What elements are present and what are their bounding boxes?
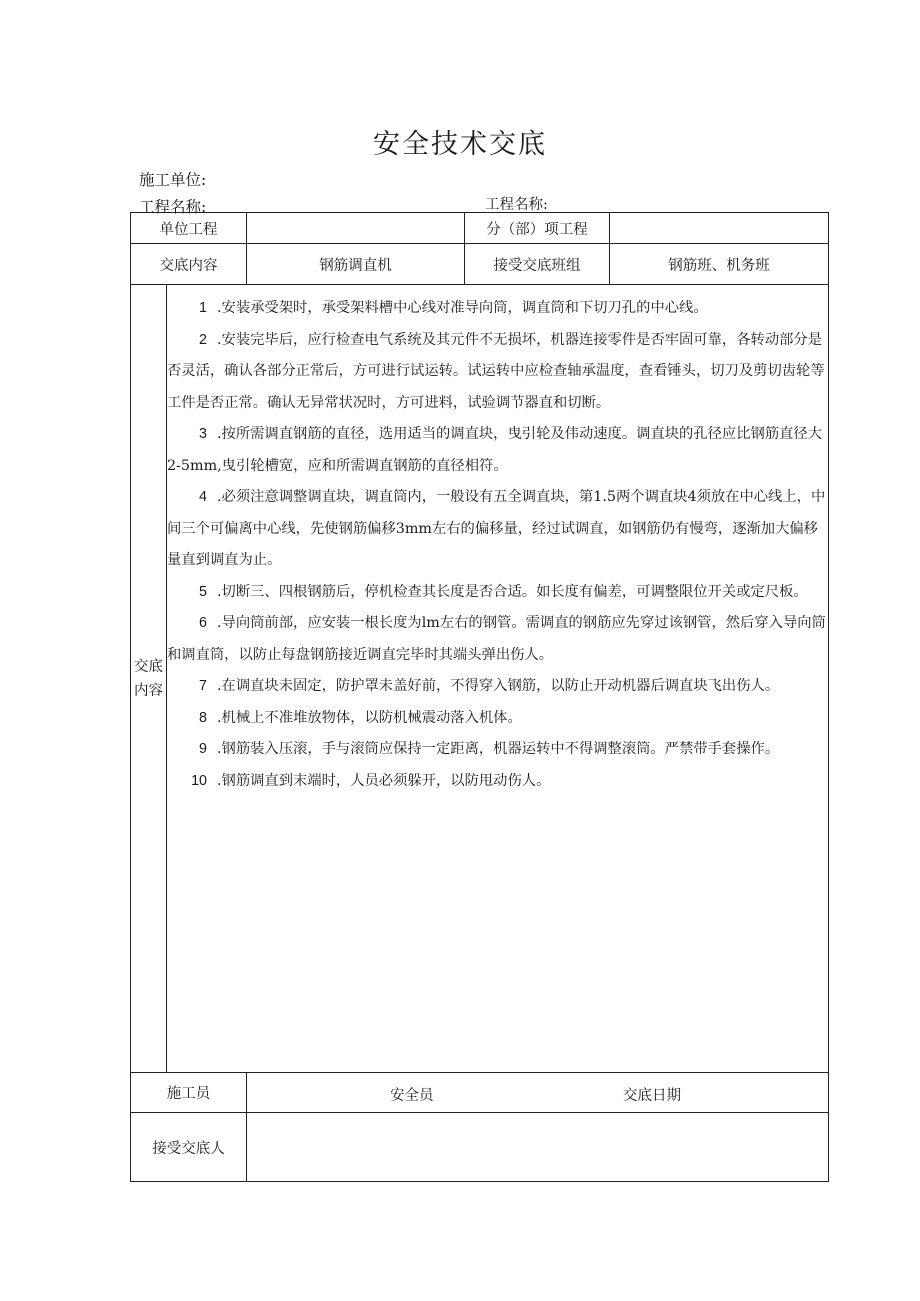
item-text: .安装承受架时，承受架料槽中心线对准导向筒，调直筒和下切刀孔的中心线。 xyxy=(217,300,708,316)
sub-project-label: 分（部）项工程 xyxy=(465,213,610,244)
signature-cell xyxy=(247,1073,829,1113)
item-number: 10 xyxy=(191,772,207,789)
item-text: .切断三、四根钢筋后，停机检查其长度是否合适。如长度有偏差，可调整限位开关或定尺板。 xyxy=(217,583,808,600)
item-number: 8 xyxy=(199,709,207,726)
list-item xyxy=(167,419,828,482)
disclosure-table xyxy=(130,212,829,1182)
item-text: .在调直块未固定，防护罩未盖好前，不得穿入钢筋，以防止开动机器后调直块飞出伤人。 xyxy=(217,678,780,694)
list-item xyxy=(167,325,828,420)
construction-unit-label: 施工单位: xyxy=(139,171,207,189)
list-item xyxy=(167,671,828,703)
table-row-unit-project xyxy=(131,213,829,244)
unit-project-label: 单位工程 xyxy=(131,213,247,244)
item-text: .机械上不准堆放物体，以防机械震动落入机体。 xyxy=(217,709,522,726)
item-text: .必须注意调整调直块，调直筒内，一般设有五全调直块，第1.5两个调直块4须放在中心线上，中间三个可偏离中心线，先使钢筋偏移3mm左右的偏移量，经过试调直，如钢筋仍有慢弯，逐渐加大偏移量直到调直为止。 xyxy=(167,489,826,568)
list-item xyxy=(167,734,828,766)
table-row-content xyxy=(131,285,829,1073)
item-text: .钢筋调直到末端时，人员必须躲开，以防甩动伤人。 xyxy=(217,772,551,789)
side-label-line1: 交底 xyxy=(134,658,163,675)
item-text: .导向筒前部，应安装一根长度为lm左右的钢管。需调直的钢筋应先穿过该钢管，然后穿入导向筒和调直筒，以防止每盘钢筋接近调直完毕时其端头弹出伤人。 xyxy=(167,615,826,663)
receiver-value xyxy=(247,1113,829,1182)
item-text: .钢筋装入压滚，手与滚筒应保持一定距离，机器运转中不得调整滚筒。严禁带手套操作。 xyxy=(217,741,780,757)
receiving-team-value: 钢筋班、机务班 xyxy=(610,244,829,285)
sub-project-value xyxy=(610,213,829,244)
content-list xyxy=(167,293,828,797)
item-number: 6 xyxy=(199,615,207,631)
receiver-label: 接受交底人 xyxy=(131,1113,247,1182)
item-number: 4 xyxy=(199,489,207,505)
content-body xyxy=(167,285,829,1073)
safety-officer-label: 安全员 xyxy=(390,1088,434,1104)
side-label-line2: 内容 xyxy=(134,682,163,699)
item-number: 2 xyxy=(199,331,207,348)
list-item xyxy=(167,577,828,609)
item-number: 1 xyxy=(199,300,207,316)
list-item xyxy=(167,703,828,735)
table-row-signatures xyxy=(131,1073,829,1113)
project-name-label-right: 工程名称: xyxy=(485,197,548,213)
table-row-disclosure xyxy=(131,244,829,285)
item-number: 7 xyxy=(199,678,207,694)
item-number: 5 xyxy=(199,583,207,600)
item-number: 9 xyxy=(199,741,207,757)
list-item xyxy=(167,293,828,325)
list-item xyxy=(167,482,828,577)
item-number: 3 xyxy=(199,426,207,442)
disclosure-content-label: 交底内容 xyxy=(131,244,247,285)
list-item xyxy=(167,608,828,671)
list-item xyxy=(167,766,828,798)
item-text: .按所需调直钢筋的直径，选用适当的调直块，曳引轮及伟动速度。调直块的孔径应比钢筋直径大2-5mm,曳引轮槽宽，应和所需调直钢筋的直径相符。 xyxy=(167,426,823,474)
disclosure-content-value: 钢筋调直机 xyxy=(247,244,465,285)
project-name-label-left: 工程名称: xyxy=(139,198,207,216)
builder-label: 施工员 xyxy=(131,1073,247,1113)
disclosure-date-label: 交底日期 xyxy=(623,1088,681,1104)
content-side-label xyxy=(131,285,167,1073)
item-text: .安装完毕后，应行检查电气系统及其元件不无损坏，机器连接零件是否牢固可靠，各转动部分是否灵活，确认各部分正常后，方可进行试运转。试运转中应检查轴承温度，查看锤头，切刀及剪切齿轮等工件是否正常。确认无异常状况时，方可进料，试验调节器直和切断。 xyxy=(167,331,825,411)
unit-project-value xyxy=(247,213,465,244)
receiving-team-label: 接受交底班组 xyxy=(465,244,610,285)
page-title: 安全技术交底 xyxy=(373,129,547,160)
table-row-receiver xyxy=(131,1113,829,1182)
